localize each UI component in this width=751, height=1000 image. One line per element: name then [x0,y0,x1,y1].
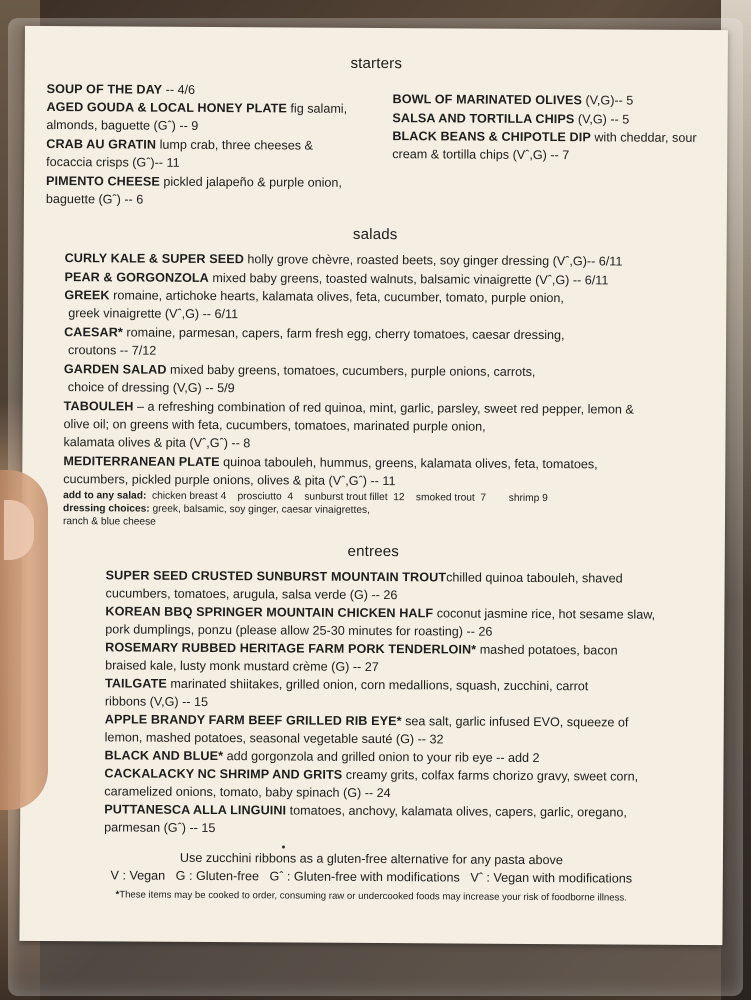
item-name: CACKALACKY NC SHRIMP AND GRITS [104,766,343,782]
item-desc-cont: cream & tortilla chips (Vˆ,G) -- 7 [392,147,570,163]
dressing-line1: greek, balsamic, soy ginger, caesar vinaigrettes, [149,503,370,516]
item-desc: (V,G) -- 5 [574,112,630,127]
item-desc: romaine, parmesan, capers, farm fresh egg, cherry tomatoes, caesar dressing, [122,325,565,343]
item-desc: with cheddar, sour [590,130,697,145]
item-desc: chilled quinoa tabouleh, shaved [446,570,623,586]
entree-tailgate [105,674,715,714]
salad-greek [64,286,714,326]
starter-bean-dip [392,127,722,165]
item-name: CURLY KALE & SUPER SEED [64,251,244,267]
item-name: CRAB AU GRATIN [46,136,157,152]
item-desc: fig salami, [286,101,348,116]
item-desc-cont: olive oil; on greens with feta, cucumbers, tomatoes, marinated purple onion, [63,417,486,434]
item-desc-cont: greek vinaigrette (Vˆ,G) -- 6/11 [68,306,239,322]
item-name: SUPER SEED CRUSTED SUNBURST MOUNTAIN TROUT [105,568,447,585]
salad-caesar [64,323,714,363]
item-desc: romaine, artichoke hearts, kalamata olives, feta, cucumber, tomato, purple onion, [109,288,565,306]
add-ons-items: chicken breast 4 prosciutto 4 sunburst trout fillet 12 smoked trout 7 shrimp 9 [146,490,548,505]
item-desc-cont: braised kale, lusty monk mustard crème (G) -- 27 [105,658,379,675]
item-desc: mixed baby greens, tomatoes, cucumbers, purple onions, carrots, [166,362,536,379]
add-ons-label: add to any salad: [63,490,147,502]
item-name: ROSEMARY RUBBED HERITAGE FARM PORK TENDERLOIN* [105,640,477,657]
item-desc: add gorgonzola and grilled onion to your rib eye -- add 2 [223,749,540,766]
section-title-entrees: entrees [347,542,400,561]
section-title-salads: salads [352,225,398,244]
item-desc-cont: ribbons (V,G) -- 15 [104,694,209,709]
item-desc-cont: cucumbers, tomatoes, arugula, salsa verde (G) -- 26 [105,586,398,603]
item-desc-cont: lemon, mashed potatoes, seasonal vegetable sauté (G) -- 32 [104,730,444,747]
salad-garden [64,360,714,400]
entree-rib-eye [105,710,715,750]
item-desc-cont: choice of dressing (V,G) -- 5/9 [67,380,235,396]
starter-gouda [46,98,376,136]
item-desc: (V,G)-- 5 [581,93,634,108]
dressing-line2: ranch & blue cheese [62,516,156,528]
item-name: APPLE BRANDY FARM BEEF GRILLED RIB EYE* [104,712,402,729]
salad-tabouleh [63,397,723,455]
disclaimer-star: * [115,889,120,901]
item-desc: sea salt, garlic infused EVO, squeeze of [401,714,629,730]
item-desc-cont: almonds, baguette (Gˆ) -- 9 [46,117,199,133]
item-name: TABOULEH [63,399,134,414]
item-desc: tomatoes, anchovy, kalamata olives, capers, garlic, oregano, [286,803,627,820]
item-name: SALSA AND TORTILLA CHIPS [392,111,575,127]
item-name: SOUP OF THE DAY [46,81,163,97]
item-desc: holly grove chèvre, roasted beets, soy ginger dressing (Vˆ,G)-- 6/11 [243,252,623,269]
item-desc-cont: caramelized onions, tomato, baby spinach (G) -- 24 [104,784,391,801]
entree-chicken [105,602,715,642]
item-name: AGED GOUDA & LOCAL HONEY PLATE [46,99,287,116]
item-desc: marinated shiitakes, grilled onion, corn medallions, squash, zucchini, carrot [166,676,589,694]
item-desc-cont: focaccia crisps (Gˆ)-- 11 [46,154,180,170]
dressing-choices [63,502,713,532]
item-name: CAESAR* [64,325,123,340]
item-desc: -- 4/6 [162,82,196,97]
item-desc-cont: croutons -- 7/12 [67,343,157,358]
item-name: MEDITERRANEAN PLATE [63,454,220,470]
item-name: TAILGATE [104,676,167,691]
entree-pork [105,638,715,678]
entree-trout [105,566,715,606]
item-name: PUTTANESCA ALLA LINGUINI [104,802,287,818]
item-name: BOWL OF MARINATED OLIVES [392,92,583,108]
item-desc: creamy grits, colfax farms chorizo gravy, sweet corn, [342,767,639,784]
foodborne-disclaimer [20,888,723,905]
item-desc-cont: kalamata olives & pita (Vˆ,Gˆ) -- 8 [63,435,251,451]
item-desc: quinoa tabouleh, hummus, greens, kalamata olives, feta, tomatoes, [219,455,598,472]
starter-salsa [392,109,722,129]
disclaimer-text: These items may be cooked to order, consuming raw or undercooked foods may increase your risk of foodborne illness. [119,889,627,904]
item-name: KOREAN BBQ SPRINGER MOUNTAIN CHICKEN HALF [105,604,434,621]
item-desc: coconut jasmine rice, hot sesame slaw, [433,606,656,622]
menu-sheet [19,26,728,945]
item-desc: mashed potatoes, bacon [476,642,618,658]
item-desc: mixed baby greens, toasted walnuts, balsamic vinaigrette (Vˆ,G) -- 6/11 [208,270,609,288]
item-name: PEAR & GORGONZOLA [64,270,209,285]
dietary-legend: V : Vegan G : Gluten-free Gˆ : Gluten-free with modifications Vˆ : Vegan with modifications [110,868,633,886]
starter-crab [46,135,376,173]
item-name: GREEK [64,288,110,303]
entree-shrimp-grits [104,764,714,804]
item-desc-cont: cucumbers, pickled purple onions, olives & pita (Vˆ,Gˆ) -- 11 [63,472,396,489]
item-desc: lump crab, three cheeses & [156,137,313,153]
item-name: BLACK AND BLUE* [104,748,224,764]
section-title-starters: starters [350,54,403,73]
item-name: PIMENTO CHEESE [46,173,160,189]
item-name: BLACK BEANS & CHIPOTLE DIP [392,129,591,145]
item-desc: pickled jalapeño & purple onion, [159,174,342,190]
item-desc: – a refreshing combination of red quinoa, mint, garlic, parsley, sweet red pepper, lemon & [133,399,634,417]
decorative-dot [282,845,285,848]
salad-mediterranean [63,452,713,492]
item-desc-cont: baguette (Gˆ) -- 6 [45,191,144,207]
item-name: GARDEN SALAD [63,362,167,377]
starter-pimento [46,172,376,210]
menu-content [19,26,728,945]
item-desc-cont: parmesan (Gˆ) -- 15 [104,820,216,836]
entree-puttanesca [104,800,714,840]
gluten-free-note: Use zucchini ribbons as a gluten-free alternative for any pasta above [179,850,563,868]
dressing-label: dressing choices: [63,503,150,515]
starter-olives [393,90,723,110]
item-desc-cont: pork dumplings, ponzu (please allow 25-30 minutes for roasting) -- 26 [105,622,493,639]
starter-soup [47,80,377,100]
